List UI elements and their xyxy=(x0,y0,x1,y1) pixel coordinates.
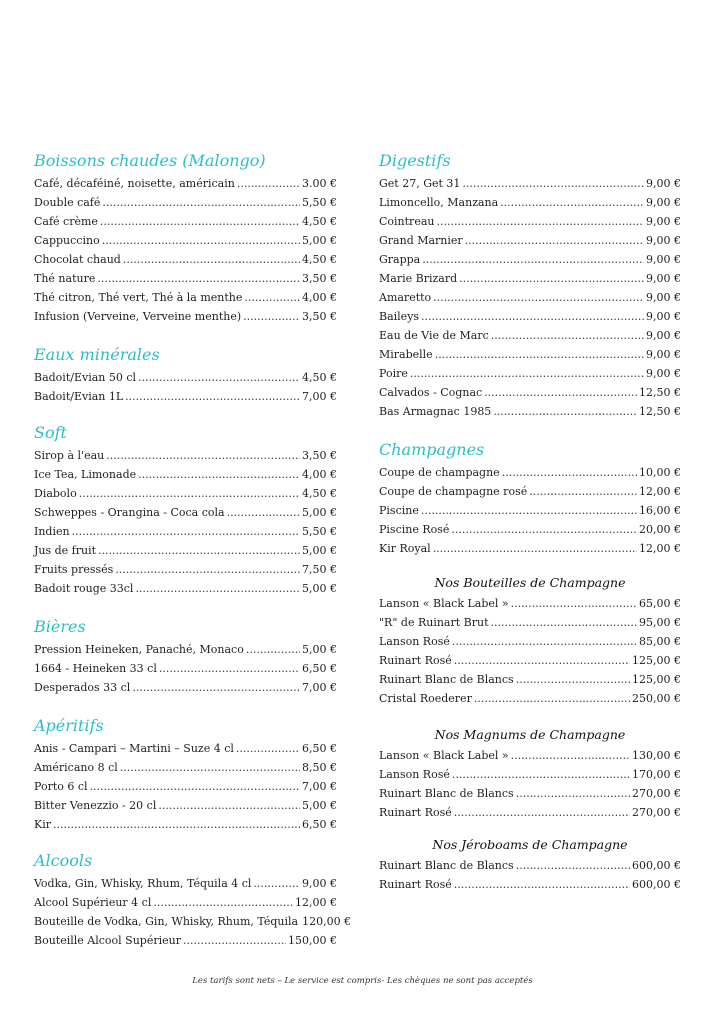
menu-item xyxy=(34,815,337,834)
item-name: Thé nature xyxy=(34,272,96,285)
dot-leader xyxy=(436,212,644,231)
dot-leader xyxy=(511,594,637,613)
menu-item xyxy=(34,174,337,193)
item-name: Baileys xyxy=(379,310,420,323)
item-price: 8,50 € xyxy=(302,761,337,774)
item-price: 9,00 € xyxy=(646,196,681,209)
item-name: Mirabelle xyxy=(379,348,433,361)
item-name: Kir Royal xyxy=(379,542,431,555)
menu-item xyxy=(379,463,681,482)
item-name: Lanson Rosé xyxy=(379,768,450,781)
left-column xyxy=(34,150,352,950)
item-name: Anis - Campari – Martini – Suze 4 cl xyxy=(34,742,234,755)
item-name: Jus de fruit xyxy=(34,544,97,557)
item-name: Ruinart Blanc de Blancs xyxy=(379,787,514,800)
item-name: Américano 8 cl xyxy=(34,761,118,774)
item-price: 4,00 € xyxy=(302,291,337,304)
menu-item xyxy=(379,231,681,250)
item-name: Ice Tea, Limonade xyxy=(34,468,137,481)
item-price: 600,00 € xyxy=(632,878,681,891)
item-name: Coupe de champagne rosé xyxy=(379,485,528,498)
item-name: Vodka, Gin, Whisky, Rhum, Téquila 4 cl xyxy=(34,877,252,890)
item-name: Ruinart Rosé xyxy=(379,806,452,819)
dot-leader xyxy=(516,670,630,689)
menu-item xyxy=(34,307,337,326)
item-price: 7,00 € xyxy=(302,780,337,793)
item-price: 120,00 € xyxy=(302,915,352,928)
item-name: Infusion (Verveine, Verveine menthe) xyxy=(34,310,242,323)
menu-item xyxy=(379,765,681,784)
dot-leader xyxy=(237,174,300,193)
dot-leader xyxy=(516,784,630,803)
menu-section xyxy=(379,572,681,708)
menu-section xyxy=(379,834,681,894)
menu-item xyxy=(34,739,337,758)
dot-leader xyxy=(500,193,644,212)
dot-leader xyxy=(462,174,644,193)
dot-leader xyxy=(452,632,637,651)
dot-leader xyxy=(132,678,300,697)
menu-item xyxy=(34,758,337,777)
item-price: 9,00 € xyxy=(646,215,681,228)
menu-item xyxy=(34,777,337,796)
item-price: 9,00 € xyxy=(646,253,681,266)
item-name: Desperados 33 cl xyxy=(34,681,131,694)
menu-item xyxy=(34,269,337,288)
item-price: 16,00 € xyxy=(639,504,681,517)
menu-item xyxy=(34,212,337,231)
item-price: 600,00 € xyxy=(632,859,681,872)
item-name: Ruinart Blanc de Blancs xyxy=(379,673,514,686)
dot-leader xyxy=(421,501,637,520)
item-name: Lanson « Black Label » xyxy=(379,597,509,610)
menu-item xyxy=(379,482,681,501)
footer-note: Les tarifs sont nets – Le service est compris- Les chèques ne sont pas acceptés xyxy=(192,976,533,986)
dot-leader xyxy=(53,815,300,834)
menu-item xyxy=(379,632,681,651)
item-price: 170,00 € xyxy=(632,768,681,781)
item-price: 12,00 € xyxy=(639,485,681,498)
item-name: Bas Armagnac 1985 xyxy=(379,405,492,418)
item-price: 9,00 € xyxy=(646,348,681,361)
item-name: Chocolat chaud xyxy=(34,253,121,266)
item-price: 12,00 € xyxy=(639,542,681,555)
dot-leader xyxy=(502,463,637,482)
item-price: 5,00 € xyxy=(302,234,337,247)
menu-item xyxy=(34,368,337,387)
dot-leader xyxy=(158,796,300,815)
dot-leader xyxy=(433,288,644,307)
section-subtitle: Nos Jéroboams de Champagne xyxy=(432,837,628,852)
section-subtitle: Nos Bouteilles de Champagne xyxy=(434,575,626,590)
dot-leader xyxy=(451,520,637,539)
item-name: Coupe de champagne xyxy=(379,466,500,479)
menu-item xyxy=(379,856,681,875)
menu-item xyxy=(379,402,681,421)
item-name: Ruinart Rosé xyxy=(379,654,452,667)
item-name: "R" de Ruinart Brut xyxy=(379,616,489,629)
item-name: Poire xyxy=(379,367,408,380)
item-name: Fruits pressés xyxy=(34,563,114,576)
dot-leader xyxy=(102,231,300,250)
dot-leader xyxy=(153,893,293,912)
item-price: 3,50 € xyxy=(302,310,337,323)
menu-item xyxy=(379,875,681,894)
menu-section xyxy=(34,422,337,598)
section-title: Apéritifs xyxy=(34,716,104,735)
item-price: 150,00 € xyxy=(288,934,337,947)
item-price: 12,00 € xyxy=(295,896,337,909)
menu-item xyxy=(379,651,681,670)
menu-item xyxy=(34,560,337,579)
menu-item xyxy=(379,307,681,326)
dot-leader xyxy=(183,931,286,950)
item-price: 9,00 € xyxy=(302,877,337,890)
menu-item xyxy=(34,541,337,560)
menu-item xyxy=(34,678,337,697)
item-name: Double café xyxy=(34,196,101,209)
dot-leader xyxy=(474,689,630,708)
section-title: Alcools xyxy=(34,851,93,870)
menu-item xyxy=(379,174,681,193)
dot-leader xyxy=(491,326,644,345)
dot-leader xyxy=(115,560,300,579)
dot-leader xyxy=(465,231,644,250)
item-name: Piscine xyxy=(379,504,419,517)
right-column xyxy=(379,150,681,894)
menu-item xyxy=(379,539,681,558)
dot-leader xyxy=(421,307,644,326)
item-price: 6,50 € xyxy=(302,742,337,755)
item-price: 7,00 € xyxy=(302,681,337,694)
menu-section xyxy=(34,344,337,406)
dot-leader xyxy=(243,307,300,326)
menu-item xyxy=(379,383,681,402)
item-name: Badoit rouge 33cl xyxy=(34,582,134,595)
menu-item xyxy=(34,503,337,522)
dot-leader xyxy=(246,640,300,659)
item-name: Calvados - Cognac xyxy=(379,386,483,399)
menu-item xyxy=(34,579,337,598)
item-name: Café, décaféiné, noisette, américain xyxy=(34,177,235,190)
item-name: Badoit/Evian 1L xyxy=(34,390,124,403)
dot-leader xyxy=(90,777,300,796)
item-price: 130,00 € xyxy=(632,749,681,762)
item-price: 9,00 € xyxy=(646,310,681,323)
item-name: Ruinart Blanc de Blancs xyxy=(379,859,514,872)
item-name: Cristal Roederer xyxy=(379,692,472,705)
dot-leader xyxy=(433,539,637,558)
menu-item xyxy=(379,250,681,269)
dot-leader xyxy=(516,856,630,875)
item-price: 270,00 € xyxy=(632,806,681,819)
item-name: Lanson Rosé xyxy=(379,635,450,648)
item-price: 5,50 € xyxy=(302,196,337,209)
item-name: Kir xyxy=(34,818,51,831)
item-price: 125,00 € xyxy=(632,673,681,686)
menu-item xyxy=(34,893,337,912)
dot-leader xyxy=(511,746,630,765)
dot-leader xyxy=(138,368,300,387)
menu-item xyxy=(379,520,681,539)
item-name: Alcool Supérieur 4 cl xyxy=(34,896,152,909)
item-price: 9,00 € xyxy=(646,291,681,304)
menu-item xyxy=(34,446,337,465)
item-price: 5,00 € xyxy=(302,799,337,812)
item-price: 9,00 € xyxy=(646,329,681,342)
item-price: 5,00 € xyxy=(302,506,337,519)
dot-leader xyxy=(125,387,300,406)
item-name: Cointreau xyxy=(379,215,435,228)
item-price: 5,00 € xyxy=(302,544,337,557)
dot-leader xyxy=(98,541,300,560)
item-price: 5,50 € xyxy=(302,525,337,538)
dot-leader xyxy=(491,613,638,632)
menu-section xyxy=(34,850,352,950)
menu-item xyxy=(34,465,337,484)
item-price: 7,50 € xyxy=(302,563,337,576)
section-title: Boissons chaudes (Malongo) xyxy=(34,151,266,170)
item-price: 5,00 € xyxy=(302,643,337,656)
item-name: Sirop à l'eau xyxy=(34,449,105,462)
item-name: Bitter Venezzio - 20 cl xyxy=(34,799,157,812)
item-price: 65,00 € xyxy=(639,597,681,610)
section-subtitle: Nos Magnums de Champagne xyxy=(434,727,626,742)
item-price: 3,50 € xyxy=(302,449,337,462)
item-name: Diabolo xyxy=(34,487,77,500)
menu-item xyxy=(34,912,352,931)
item-name: Get 27, Get 31 xyxy=(379,177,461,190)
item-price: 125,00 € xyxy=(632,654,681,667)
item-price: 9,00 € xyxy=(646,367,681,380)
menu-section xyxy=(379,724,681,822)
item-name: Badoit/Evian 50 cl xyxy=(34,371,137,384)
menu-item xyxy=(34,484,337,503)
section-title: Bières xyxy=(34,617,86,636)
dot-leader xyxy=(493,402,637,421)
item-price: 5,00 € xyxy=(302,582,337,595)
menu-item xyxy=(379,212,681,231)
item-name: Indien xyxy=(34,525,70,538)
menu-item xyxy=(34,522,337,541)
menu-item xyxy=(34,931,337,950)
menu-item xyxy=(34,796,337,815)
item-price: 250,00 € xyxy=(632,692,681,705)
dot-leader xyxy=(159,659,300,678)
section-title: Eaux minérales xyxy=(34,345,160,364)
item-price: 12,50 € xyxy=(639,405,681,418)
dot-leader xyxy=(452,765,630,784)
menu-item xyxy=(34,387,337,406)
item-price: 10,00 € xyxy=(639,466,681,479)
item-name: 1664 - Heineken 33 cl xyxy=(34,662,157,675)
menu-item xyxy=(379,689,681,708)
menu-item xyxy=(379,501,681,520)
item-name: Bouteille de Vodka, Gin, Whisky, Rhum, Téquila xyxy=(34,915,299,928)
dot-leader xyxy=(102,193,300,212)
item-price: 4,50 € xyxy=(302,371,337,384)
dot-leader xyxy=(72,522,300,541)
item-price: 4,00 € xyxy=(302,468,337,481)
section-title: Soft xyxy=(34,423,67,442)
dot-leader xyxy=(138,465,300,484)
dot-leader xyxy=(529,482,637,501)
dot-leader xyxy=(227,503,300,522)
item-name: Eau de Vie de Marc xyxy=(379,329,489,342)
item-name: Piscine Rosé xyxy=(379,523,450,536)
dot-leader xyxy=(106,446,300,465)
dot-leader xyxy=(236,739,300,758)
dot-leader xyxy=(253,874,300,893)
menu-section xyxy=(34,715,337,834)
item-price: 85,00 € xyxy=(639,635,681,648)
dot-leader xyxy=(454,651,630,670)
menu-item xyxy=(34,250,337,269)
item-price: 20,00 € xyxy=(639,523,681,536)
item-name: Marie Brizard xyxy=(379,272,458,285)
menu-item xyxy=(34,193,337,212)
item-price: 9,00 € xyxy=(646,272,681,285)
dot-leader xyxy=(120,758,300,777)
menu-item xyxy=(379,803,681,822)
item-name: Café crème xyxy=(34,215,98,228)
item-price: 7,00 € xyxy=(302,390,337,403)
item-name: Amaretto xyxy=(379,291,432,304)
item-name: Schweppes - Orangina - Coca cola xyxy=(34,506,225,519)
item-price: 4,50 € xyxy=(302,253,337,266)
dot-leader xyxy=(79,484,300,503)
item-price: 9,00 € xyxy=(646,234,681,247)
menu-item xyxy=(34,288,337,307)
menu-item xyxy=(34,231,337,250)
dot-leader xyxy=(244,288,300,307)
item-price: 3.00 € xyxy=(302,177,337,190)
item-name: Grappa xyxy=(379,253,421,266)
item-price: 95,00 € xyxy=(639,616,681,629)
menu-item xyxy=(34,659,337,678)
menu-item xyxy=(379,288,681,307)
item-price: 4,50 € xyxy=(302,487,337,500)
dot-leader xyxy=(454,875,630,894)
item-name: Thé citron, Thé vert, Thé à la menthe xyxy=(34,291,243,304)
dot-leader xyxy=(459,269,644,288)
item-price: 6,50 € xyxy=(302,818,337,831)
dot-leader xyxy=(97,269,300,288)
menu-item xyxy=(379,193,681,212)
dot-leader xyxy=(410,364,644,383)
item-name: Grand Marnier xyxy=(379,234,463,247)
item-name: Pression Heineken, Panaché, Monaco xyxy=(34,643,244,656)
section-title: Digestifs xyxy=(379,151,451,170)
item-name: Limoncello, Manzana xyxy=(379,196,499,209)
section-title: Champagnes xyxy=(379,440,485,459)
menu-item xyxy=(379,269,681,288)
item-name: Cappuccino xyxy=(34,234,100,247)
menu-item xyxy=(379,613,681,632)
dot-leader xyxy=(454,803,630,822)
dot-leader xyxy=(135,579,300,598)
item-price: 9,00 € xyxy=(646,177,681,190)
menu-item xyxy=(379,364,681,383)
item-name: Lanson « Black Label » xyxy=(379,749,509,762)
menu-section xyxy=(379,439,681,558)
dot-leader xyxy=(435,345,644,364)
menu-item xyxy=(379,746,681,765)
menu-item xyxy=(34,640,337,659)
menu-item xyxy=(34,874,337,893)
menu-item xyxy=(379,345,681,364)
menu-item xyxy=(379,594,681,613)
menu-item xyxy=(379,670,681,689)
item-name: Bouteille Alcool Supérieur xyxy=(34,934,181,947)
item-price: 270,00 € xyxy=(632,787,681,800)
item-name: Ruinart Rosé xyxy=(379,878,452,891)
item-price: 3,50 € xyxy=(302,272,337,285)
menu-item xyxy=(379,784,681,803)
item-price: 12,50 € xyxy=(639,386,681,399)
dot-leader xyxy=(100,212,300,231)
item-price: 6,50 € xyxy=(302,662,337,675)
dot-leader xyxy=(422,250,644,269)
menu-section xyxy=(34,616,337,697)
menu-item xyxy=(379,326,681,345)
dot-leader xyxy=(123,250,300,269)
menu-section xyxy=(34,150,337,326)
menu-section xyxy=(379,150,681,421)
item-name: Porto 6 cl xyxy=(34,780,88,793)
item-price: 4,50 € xyxy=(302,215,337,228)
dot-leader xyxy=(484,383,637,402)
